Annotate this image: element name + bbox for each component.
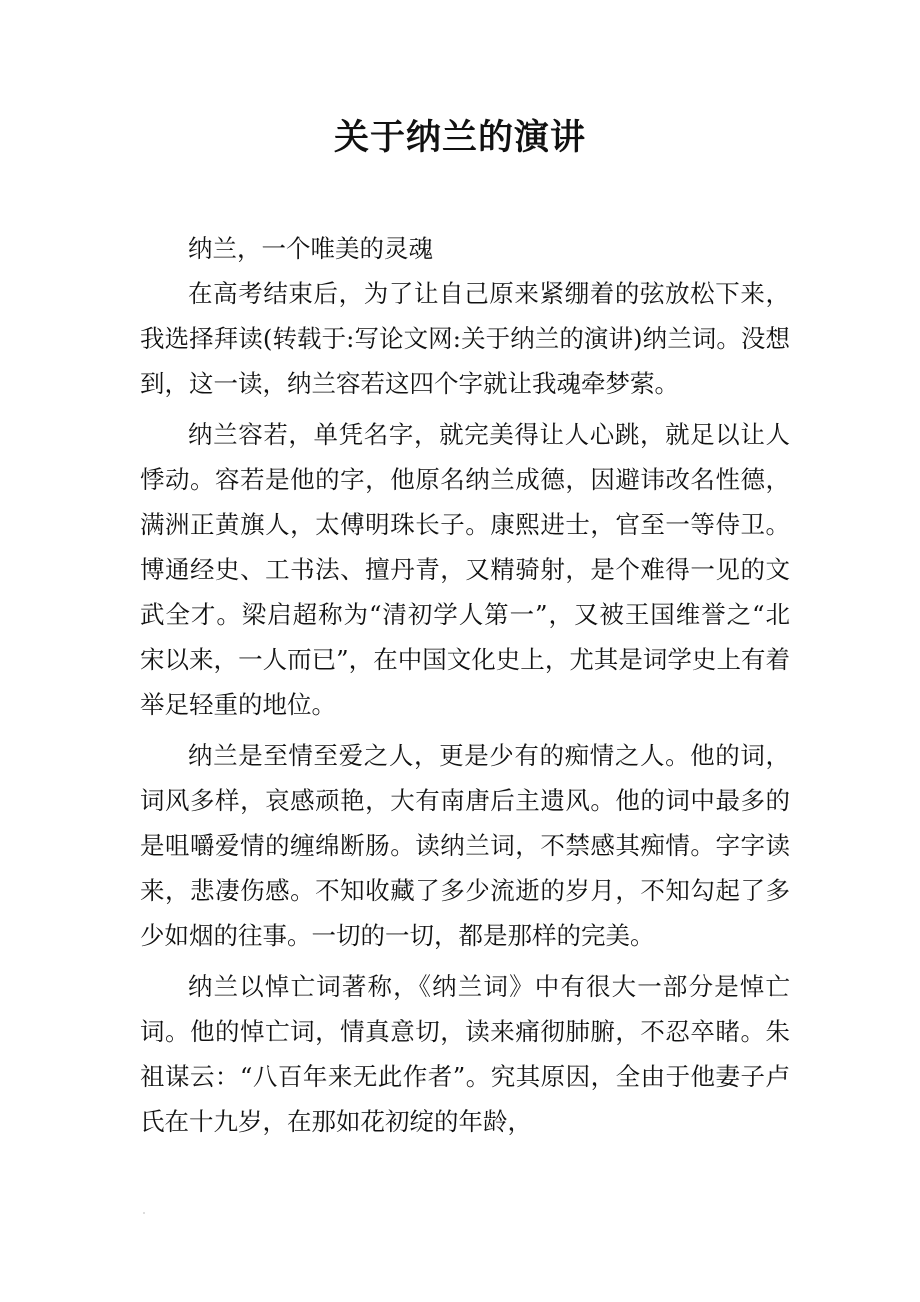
paragraph-1: 在高考结束后，为了让自己原来紧绷着的弦放松下来，我选择拜读(转载于:写论文网:关于纳兰的演讲)纳兰词。没想到，这一读，纳兰容若这四个字就让我魂牵梦萦。	[140, 279, 790, 398]
paragraph-2: 纳兰容若，单凭名字，就完美得让人心跳，就足以让人悸动。容若是他的字，他原名纳兰成德，因避讳改名性德，满洲正黄旗人，太傅明珠长子。康熙进士，官至一等侍卫。博通经史、工书法、擅丹青，又精骑射，是个难得一见的文武全才。梁启超称为“清初学人第一”，又被王国维誉之“北宋以来，一人而已”，在中国文化史上，尤其是词学史上有着举足轻重的地位。	[140, 420, 790, 719]
paragraph-3: 纳兰是至情至爱之人，更是少有的痴情之人。他的词，词风多样，哀感顽艳，大有南唐后主遗风。他的词中最多的是咀嚼爱情的缠绵断肠。读纳兰词，不禁感其痴情。字字读来，悲凄伤感。不知收藏了多少流逝的岁月，不知勾起了多少如烟的往事。一切的一切，都是那样的完美。	[140, 741, 790, 950]
document-body	[140, 226, 790, 1144]
page-speck	[143, 1212, 145, 1214]
paragraph-4: 纳兰以悼亡词著称，《纳兰词》中有很大一部分是悼亡词。他的悼亡词，情真意切，读来痛彻肺腑，不忍卒睹。朱祖谋云：“八百年来无此作者”。究其原因，全由于他妻子卢氏在十九岁，在那如花初绽的年龄，	[140, 972, 790, 1136]
document-title: 关于纳兰的演讲	[333, 117, 586, 158]
document-subtitle: 纳兰，一个唯美的灵魂	[188, 234, 433, 263]
